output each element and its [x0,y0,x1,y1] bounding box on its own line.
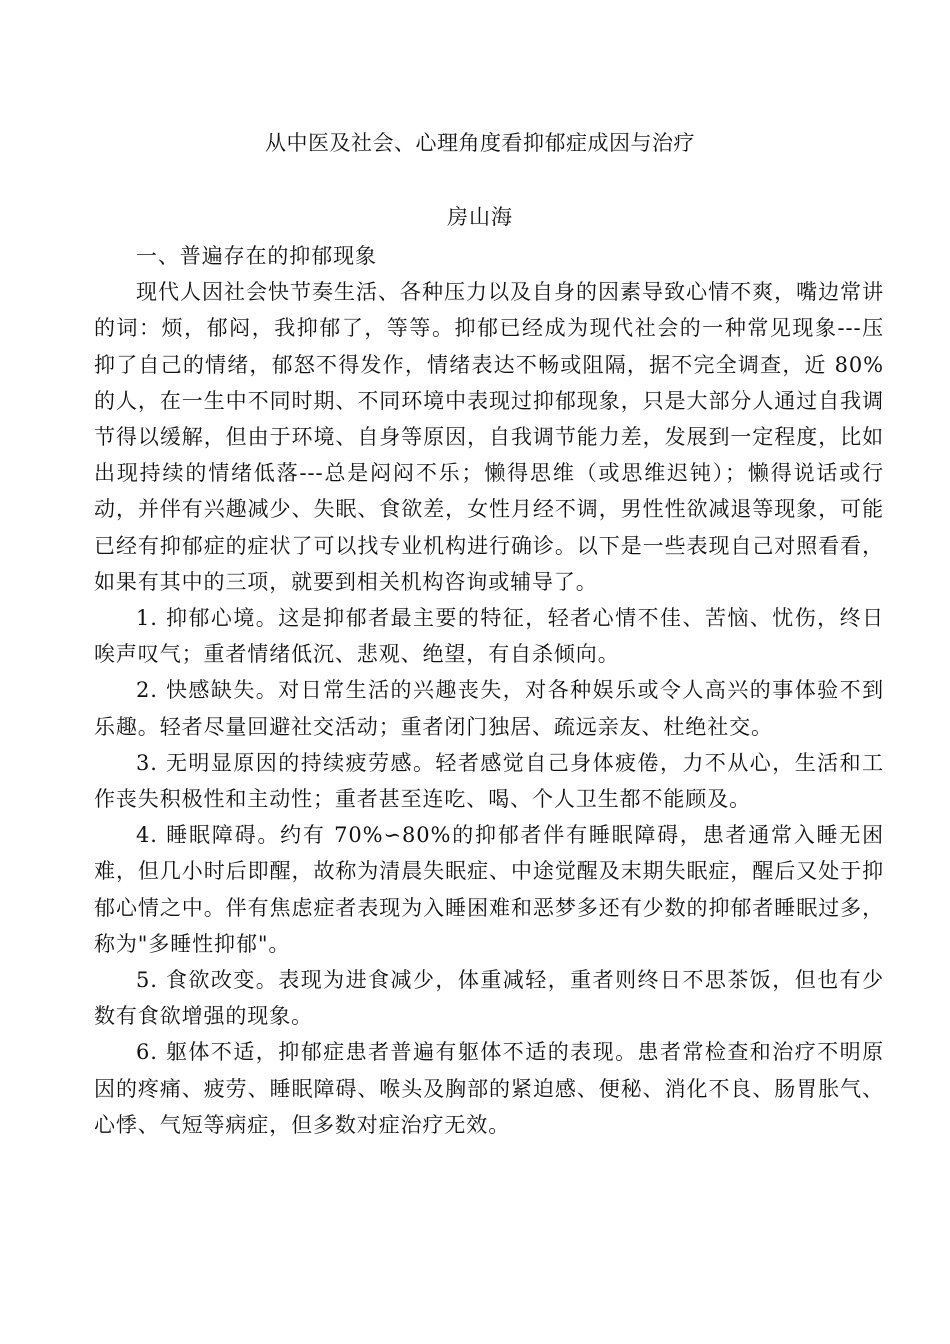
intro-paragraph: 现代人因社会快节奏生活、各种压力以及自身的因素导致心情不爽，嘴边常讲的词：烦，郁闷，我抑郁了，等等。抑郁已经成为现代社会的一种常见现象---压抑了自己的情绪，郁怒不得发作，情绪表达不畅或阻隔，据不完全调查，近 80%的人，在一生中不同时期、不同环境中表现过抑郁现象，只是大部分人通过自我调节得以缓解，但由于环境、自身等原因，自我调节能力差，发展到一定程度，比如出现持续的情绪低落---总是闷闷不乐；懒得思维（或思维迟钝）；懒得说话或行动，并伴有兴趣减少、失眠、食欲差，女性月经不调，男性性欲减退等现象，可能已经有抑郁症的症状了可以找专业机构进行确诊。以下是一些表现自己对照看看，如果有其中的三项，就要到相关机构咨询或辅导了。 [94,280,884,594]
document-body [94,238,884,1143]
symptom-item-4: 4. 睡眠障碍。约有 70%∽80%的抑郁者伴有睡眠障碍，患者通常入睡无困难，但几小时后即醒，故称为清晨失眠症、中途觉醒及末期失眠症，醒后又处于抑郁心情之中。伴有焦虑症者表现为入睡困难和恶梦多还有少数的抑郁者睡眠过多，称为"多睡性抑郁"。 [94,823,884,956]
document-title: 从中医及社会、心理角度看抑郁症成因与治疗 [265,131,695,155]
section-heading: 一、普遍存在的抑郁现象 [136,244,377,268]
symptom-item-2: 2. 快感缺失。对日常生活的兴趣丧失，对各种娱乐或令人高兴的事体验不到乐趣。轻者尽量回避社交活动；重者闭门独居、疏远亲友、杜绝社交。 [94,678,884,739]
author-name: 房山海 [447,205,513,229]
symptom-item-5: 5. 食欲改变。表现为进食减少，体重减轻，重者则终日不思茶饭，但也有少数有食欲增强的现象。 [94,968,884,1029]
symptom-item-1: 1. 抑郁心境。这是抑郁者最主要的特征，轻者心情不佳、苦恼、忧伤，终日唉声叹气；重者情绪低沉、悲观、绝望，有自杀倾向。 [94,606,884,667]
symptom-item-6: 6. 躯体不适，抑郁症患者普遍有躯体不适的表现。患者常检查和治疗不明原因的疼痛、疲劳、睡眠障碍、喉头及胸部的紧迫感、便秘、消化不良、肠胃胀气、心悸、气短等病症，但多数对症治疗无效。 [94,1040,884,1137]
symptom-item-3: 3. 无明显原因的持续疲劳感。轻者感觉自己身体疲倦，力不从心，生活和工作丧失积极性和主动性；重者甚至连吃、喝、个人卫生都不能顾及。 [94,750,884,812]
